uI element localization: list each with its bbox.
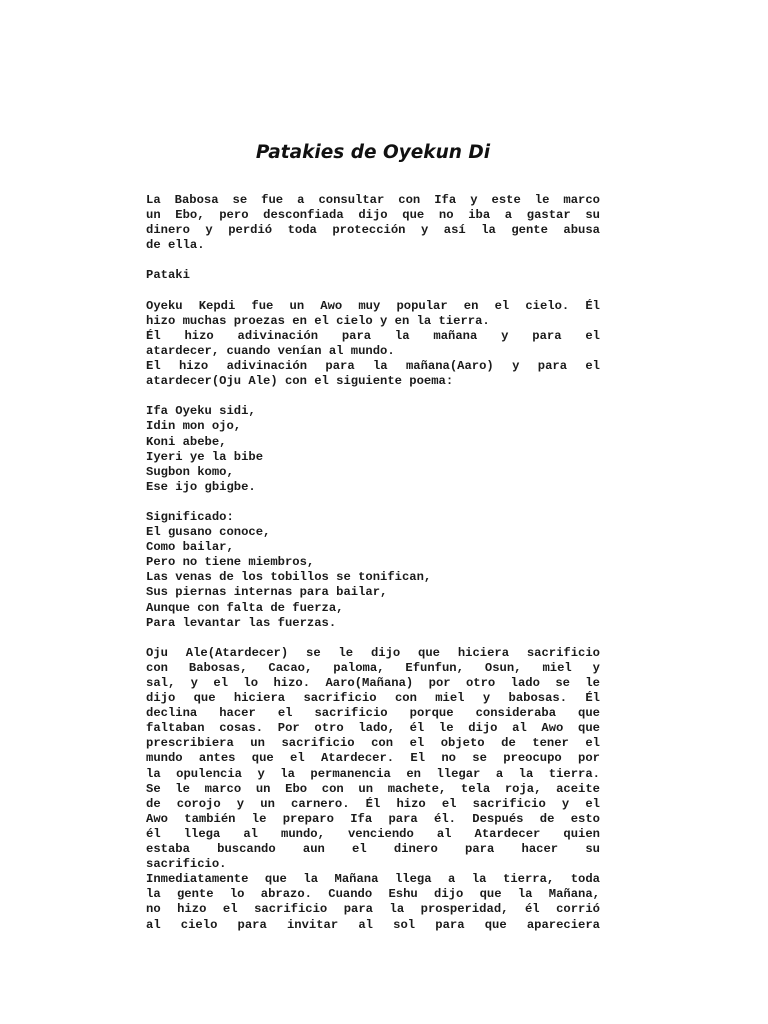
document-title: Patakies de Oyekun Di <box>255 142 491 163</box>
text-line: estaba buscando aun el dinero para hacer su <box>146 842 600 857</box>
text-line: Como bailar, <box>146 540 234 555</box>
text-line: dinero y perdió toda protección y así la gente abusa <box>146 223 600 238</box>
text-line: Aunque con falta de fuerza, <box>146 600 344 615</box>
text-line: con Babosas, Cacao, paloma, Efunfun, Osun, miel y <box>146 660 600 675</box>
text-line: Iyeri ye la bibe <box>146 449 264 464</box>
text-line: él llega al mundo, venciendo al Atardecer quien <box>146 826 600 841</box>
text-line: un Ebo, pero desconfiada dijo que no iba a gastar su <box>146 208 600 223</box>
text-line: faltaban cosas. Por otro lado, él le dijo al Awo que <box>146 721 600 736</box>
text-line: El hizo adivinación para la mañana(Aaro) y para el <box>146 359 600 374</box>
text-line: Awo también le preparo Ifa para él. Después de esto <box>146 811 600 826</box>
blank-line <box>146 389 600 404</box>
text-line: Significado: <box>146 509 234 524</box>
text-line: dijo que hiciera sacrificio con miel y babosas. Él <box>146 691 600 706</box>
text-line: Koni abebe, <box>146 434 227 449</box>
text-line: Se le marco un Ebo con un machete, tela roja, aceite <box>146 781 600 796</box>
text-line: la gente lo abrazo. Cuando Eshu dijo que la Mañana, <box>146 887 600 902</box>
text-line: de corojo y un carnero. Él hizo el sacrificio y el <box>146 796 600 811</box>
document-body <box>146 193 600 933</box>
text-line: Ese ijo gbigbe. <box>146 479 256 494</box>
text-line: sal, y el lo hizo. Aaro(Mañana) por otro lado se le <box>146 676 600 690</box>
blank-line <box>146 284 600 299</box>
blank-line <box>146 253 600 268</box>
blank-line <box>146 631 600 646</box>
text-line: La Babosa se fue a consultar con Ifa y este le marco <box>146 193 600 207</box>
text-line: prescribiera un sacrificio con el objeto de tener el <box>146 736 600 751</box>
text-line: Para levantar las fuerzas. <box>146 615 337 630</box>
text-line: Sugbon komo, <box>146 464 234 479</box>
text-line: Ifa Oyeku sidi, <box>146 404 256 419</box>
text-line: la opulencia y la permanencia en llegar a la tierra. <box>146 766 600 781</box>
text-line: declina hacer el sacrificio porque consideraba que <box>146 706 600 721</box>
text-line: atardecer(Oju Ale) con el siguiente poema: <box>146 374 454 389</box>
text-line: al cielo para invitar al sol para que apareciera <box>146 917 600 932</box>
text-line: Oju Ale(Atardecer) se le dijo que hiciera sacrificio <box>146 645 600 660</box>
text-line: de ella. <box>146 238 205 253</box>
blank-line <box>146 495 600 510</box>
text-line: Pataki <box>146 268 190 283</box>
text-line: sacrificio. <box>146 857 227 872</box>
text-line: no hizo el sacrificio para la prosperidad, él corrió <box>146 902 600 917</box>
text-line: mundo antes que el Atardecer. El no se preocupo por <box>146 751 600 766</box>
text-line: Oyeku Kepdi fue un Awo muy popular en el cielo. Él <box>146 298 600 313</box>
text-line: El gusano conoce, <box>146 525 271 540</box>
text-line: Sus piernas internas para bailar, <box>146 585 388 600</box>
text-line: hizo muchas proezas en el cielo y en la tierra. <box>146 313 490 328</box>
text-line: Las venas de los tobillos se tonifican, <box>146 570 432 585</box>
text-line: Inmediatamente que la Mañana llega a la tierra, toda <box>146 872 600 887</box>
text-line: Él hizo adivinación para la mañana y para el <box>146 328 600 343</box>
text-line: Pero no tiene miembros, <box>146 555 315 570</box>
text-line: Idin mon ojo, <box>146 419 242 434</box>
text-line: atardecer, cuando venían al mundo. <box>146 343 395 358</box>
